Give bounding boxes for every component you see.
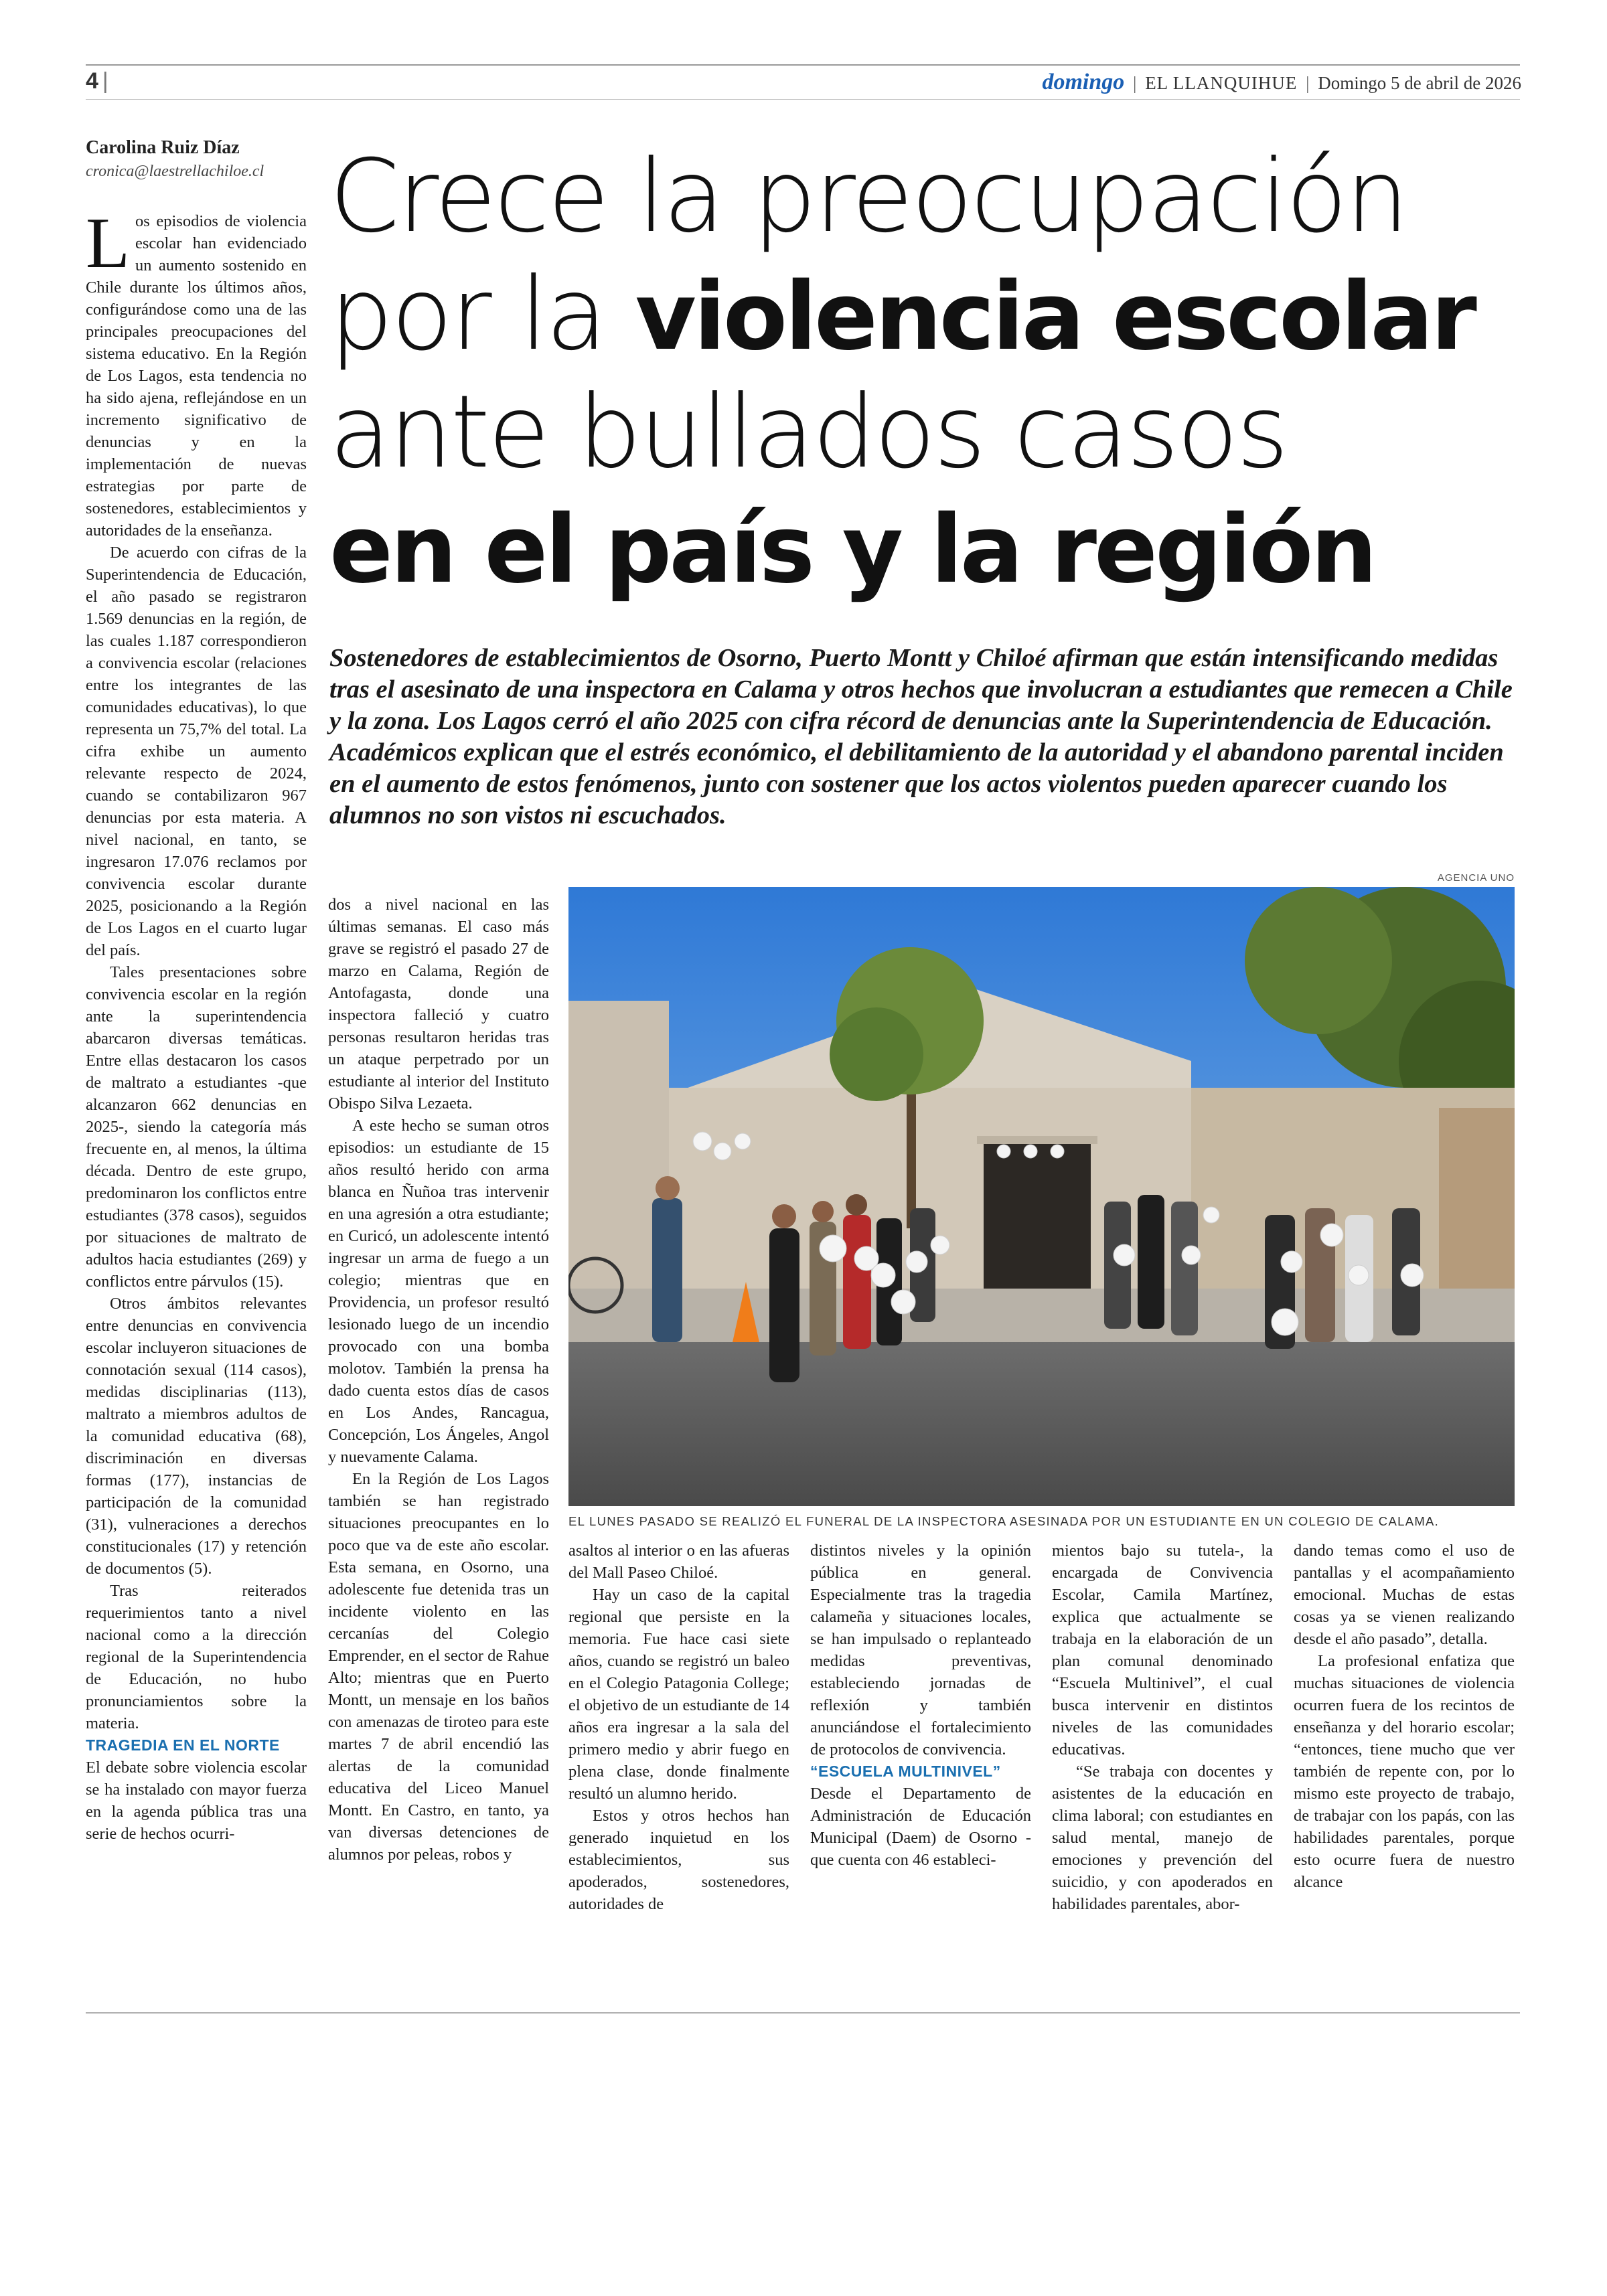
paragraph: Tales presentaciones sobre convivencia escolar en la región ante la superintendencia abarcaron diversas temáticas. Entre ellas destacaron los casos de maltrato a estudiantes -que alcanzaron 662 denuncias en 2025-, siendo la categoría más frecuente en, al menos, la última década. Dentro de este grupo, predominaron los conflictos entre estudiantes (378 casos), seguidos por situaciones de maltrato de adultos hacia estudiantes (269) y conflictos entre párvulos (15). bbox=[86, 963, 307, 1291]
paragraph: Otros ámbitos relevantes entre denuncias en convivencia escolar incluyeron situaciones de connotación sexual (114 casos), medidas disciplinarias (113), maltrato a miembros adultos de la comunidad educativa (68), discriminación en diversas formas (177), instancias de participación de la comunidad (31), vulneraciones a derechos constitucionales (17) y retención de documentos (5). bbox=[86, 1295, 307, 1578]
article-column-5 bbox=[1052, 1540, 1273, 1915]
article-column-1 bbox=[86, 203, 307, 1845]
paragraph: Hay un caso de la capital regional que persiste en la memoria. Fue hace casi siete años, cuando se registró un baleo en el Colegio Patagonia College; el objetivo de un estudiante de 14 años era ingresar a la sala del primero medio y abrir fuego en plena clase, donde finalmente resultó un alumno herido. bbox=[568, 1586, 789, 1803]
issue-date: Domingo 5 de abril de 2026 bbox=[1318, 73, 1521, 93]
article-column-3 bbox=[568, 1540, 789, 1915]
photo-illustration bbox=[568, 887, 1515, 1506]
top-rule bbox=[86, 64, 1520, 66]
section-brand: domingo bbox=[1042, 70, 1125, 94]
bottom-rule bbox=[86, 2012, 1520, 2014]
masthead: domingo | EL LLANQUIHUE | Domingo 5 de abril de 2026 bbox=[1042, 70, 1521, 94]
newspaper-name: EL LLANQUIHUE bbox=[1145, 73, 1298, 93]
headline-line-3: ante bullados casos bbox=[329, 374, 1287, 491]
headline-line-1: Crece la preocupación bbox=[329, 139, 1407, 255]
paragraph: Estos y otros hechos han generado inquietud en los establecimientos, sus apoderados, sostenedores, autoridades de bbox=[568, 1807, 789, 1913]
article-column-6 bbox=[1294, 1540, 1515, 1893]
funeral-photo bbox=[568, 887, 1515, 1506]
paragraph: mientos bajo su tutela-, la encargada de Convivencia Escolar, Camila Martínez, explica que actualmente se trabaja en la elaboración de un plan comunal denominado “Escuela Multinivel”, el cual busca intervenir en distintos niveles de las comunidades educativas. bbox=[1052, 1542, 1273, 1758]
article-column-4 bbox=[810, 1540, 1031, 1871]
paragraph: dando temas como el uso de pantallas y el acompañamiento emocional. Muchas de estas cosas ya se vienen realizando desde el año pasado”, detalla. bbox=[1294, 1542, 1515, 1648]
deck-summary: Sostenedores de establecimientos de Osorno, Puerto Montt y Chiloé afirman que están intensificando medidas tras el asesinato de una inspectora en Calama y otros hechos que involucran a estudiantes que remecen a Chile y la zona. Los Lagos cerró el año 2025 con cifra récord de denuncias ante la Superintendencia de Educación. Académicos explican que el estrés económico, el debilitamiento de la autoridad y el abandono parental inciden en el aumento de estos fenómenos, junto con sostener que los actos violentos pueden aparecer cuando los alumnos no son vistos ni escuchados. bbox=[329, 644, 1513, 829]
photo-caption: EL LUNES PASADO SE REALIZÓ EL FUNERAL DE LA INSPECTORA ASESINADA POR UN ESTUDIANTE EN UN COLEGIO DE CALAMA. bbox=[568, 1514, 1440, 1528]
header-underline bbox=[86, 99, 1520, 100]
paragraph: La profesional enfatiza que muchas situaciones de violencia ocurren fuera de los recintos de enseñanza y del horario escolar; “entonces, tiene mucho que ver también de repente con, por lo mismo este proyecto de trabajo, de trabajar con los papás, con las habilidades parentales, porque esto ocurre fuera de nuestro alcance bbox=[1294, 1652, 1515, 1891]
paragraph: A este hecho se suman otros episodios: un estudiante de 15 años resultó herido con arma blanca en Ñuñoa tras intervenir en una agresión a otra estudiante; en Curicó, un adolescente intentó ingresar un arma de fuego a un colegio; mientras que en Providencia, un profesor resultó lesionado luego de un incendio provocado con una bomba molotov. También la prensa ha dado cuenta estos días de casos en Los Andes, Rancagua, Concepción, Los Ángeles, Angol y nuevamente Calama. bbox=[328, 1117, 549, 1466]
paragraph: Desde el Departamento de Administración de Educación Municipal (Daem) de Osorno -que cuenta con 46 estableci- bbox=[810, 1785, 1031, 1869]
section-subhead: “ESCUELA MULTINIVEL” bbox=[810, 1762, 1001, 1780]
author-email: cronica@laestrellachiloe.cl bbox=[86, 163, 264, 180]
paragraph: En la Región de Los Lagos también se han registrado situaciones preocupantes en lo poco que va de este año escolar. Esta semana, en Osorno, una adolescente fue detenida tras un incidente violento en las cercanías del Colegio Emprender, en el sector de Rahue Alto; mientras que en Puerto Montt, un mensaje en los baños con amenazas de tiroteo para este martes 7 de abril encendió las alertas de la comunidad educativa del Liceo Manuel Montt. En Castro, en tanto, ya van diversas detenciones de alumnos por peleas, robos y bbox=[328, 1470, 549, 1864]
headline-line-4: en el país y la región bbox=[329, 495, 1375, 604]
headline-line-2: por la violencia escolar bbox=[329, 256, 1474, 373]
headline bbox=[329, 139, 1535, 610]
paragraph: asaltos al interior o en las afueras del Mall Paseo Chiloé. bbox=[568, 1542, 789, 1582]
paragraph: “Se trabaja con docentes y asistentes de la educación en clima laboral; con estudiantes en salud mental, manejo de emociones y prevención del suicidio, y con apoderados en habilidades parentales, abor- bbox=[1052, 1762, 1273, 1913]
article-column-2 bbox=[328, 894, 549, 1866]
photo-credit: AGENCIA UNO bbox=[1437, 872, 1515, 884]
drop-cap: L bbox=[86, 203, 130, 283]
paragraph: De acuerdo con cifras de la Superintendencia de Educación, el año pasado se registraron 1.569 denuncias en la región, de las cuales 1.187 correspondieron a convivencia escolar (relaciones entre los integrantes de las comunidades educativas), lo que representa un 75,7% del total. La cifra exhibe un aumento relevante respecto de 2024, cuando se contabilizaron 967 denuncias por esta materia. A nivel nacional, en tanto, se ingresaron 17.076 reclamos por convivencia escolar durante 2025, posicionando a la Región de Los Lagos en el cuarto lugar del país. bbox=[86, 544, 307, 959]
paragraph: distintos niveles y la opinión pública en general. Especialmente tras la tragedia calameña y situaciones locales, se han impulsado o replanteado medidas preventivas, estableciendo jornadas de reflexión y también anunciándose el fortalecimiento de protocolos de convivencia. bbox=[810, 1542, 1031, 1758]
author-name: Carolina Ruiz Díaz bbox=[86, 137, 240, 158]
paragraph: El debate sobre violencia escolar se ha instalado con mayor fuerza en la agenda pública tras una serie de hechos ocurri- bbox=[86, 1758, 307, 1843]
lead-paragraph: Los episodios de violencia escolar han evidenciado un aumento sostenido en Chile durante los últimos años, configurándose como una de las principales preocupaciones del sistema educativo. En la Región de Los Lagos, esta tendencia no ha sido ajena, reflejándose en un incremento significativo de denuncias y en la implementación de nuevas estrategias por parte de sostenedores, establecimientos y autoridades de la enseñanza. bbox=[86, 203, 307, 540]
paragraph: dos a nivel nacional en las últimas semanas. El caso más grave se registró el pasado 27 de marzo en Calama, Región de Antofagasta, donde una inspectora falleció y cuatro personas resultaron heridas tras un ataque perpetrado por un estudiante al interior del Instituto Obispo Silva Lezaeta. bbox=[328, 896, 549, 1113]
section-subhead: TRAGEDIA EN EL NORTE bbox=[86, 1736, 280, 1754]
page-number: 4 | bbox=[86, 68, 108, 94]
paragraph: Tras reiterados requerimientos tanto a nivel nacional como a la dirección regional de la Superintendencia de Educación, no hubo pronunciamientos sobre la materia. bbox=[86, 1582, 307, 1732]
